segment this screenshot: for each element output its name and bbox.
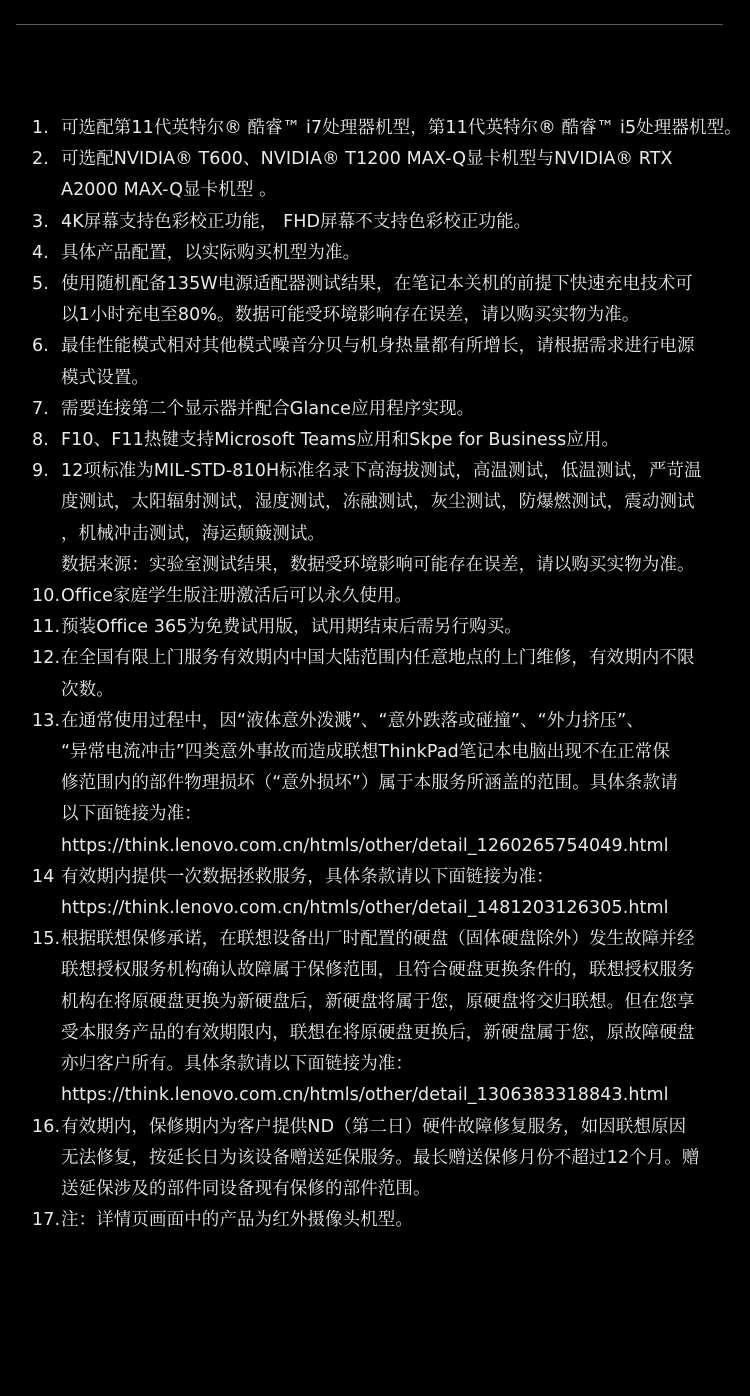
footnote-item <box>32 706 732 862</box>
footnote-item <box>32 425 732 456</box>
footnote-text <box>61 207 732 238</box>
footnote-number: 5. <box>32 274 49 295</box>
footnote-line: 最佳性能模式相对其他模式噪音分贝与机身热量都有所增长，请根据需求进行电源 <box>61 336 695 357</box>
footnote-item <box>32 113 742 144</box>
footnote-line: 注：详情页画面中的产品为红外摄像头机型。 <box>61 1210 413 1231</box>
footnote-line: 预装Office 365为免费试用版，试用期结束后需另行购买。 <box>61 617 522 638</box>
footnote-line: Office家庭学生版注册激活后可以永久使用。 <box>61 586 413 607</box>
footnote-line: 受本服务产品的有效期限内，联想在将原硬盘更换后，新硬盘属于您，原故障硬盘 <box>61 1022 695 1043</box>
footnote-item <box>32 862 732 924</box>
footnote-line: 无法修复，按延长日为该设备赠送延保服务。最长赠送保修月份不超过12个月。赠 <box>61 1147 700 1168</box>
footnote-number: 11. <box>32 617 61 638</box>
footnote-number: 12. <box>32 648 61 669</box>
footnote-line: 在通常使用过程中，因“液体意外泼溅”、“意外跌落或碰撞”、“外力挤压”、 <box>61 710 644 731</box>
footnote-line: 可选配第11代英特尔® 酷睿™ i7处理器机型，第11代英特尔® 酷睿™ i5处理器机型。 <box>61 118 742 138</box>
footnote-text <box>61 643 732 705</box>
footnote-number: 6. <box>32 336 49 357</box>
footnote-line: 根据联想保修承诺，在联想设备出厂时配置的硬盘（固体硬盘除外）发生故障并经 <box>61 929 695 950</box>
footnote-text <box>61 394 732 425</box>
footnote-line: 模式设置。 <box>61 367 149 388</box>
footnote-text <box>61 706 732 862</box>
footnote-number: 10. <box>32 586 61 607</box>
footnote-line: 数据来源：实验室测试结果，数据受环境影响可能存在误差，请以购买实物为准。 <box>61 554 695 575</box>
footnote-line: 使用随机配备135W电源适配器测试结果，在笔记本关机的前提下快速充电技术可 <box>61 274 693 295</box>
footnote-line: 具体产品配置，以实际购买机型为准。 <box>61 242 361 263</box>
footnote-line: 度测试，太阳辐射测试，湿度测试，冻融测试，灰尘测试，防爆燃测试，震动测试 <box>61 492 695 513</box>
footnote-line: 有效期内提供一次数据拯救服务，具体条款请以下面链接为准： <box>61 866 554 887</box>
footnote-line: 联想授权服务机构确认故障属于保修范围，且符合硬盘更换条件的，联想授权服务 <box>61 960 695 981</box>
footnote-link-text: https://think.lenovo.com.cn/htmls/other/detail_1260265754049.html <box>61 835 669 856</box>
footnote-item <box>32 456 732 581</box>
footnote-line: 修范围内的部件物理损坏（“意外损坏”）属于本服务所涵盖的范围。具体条款请 <box>61 773 678 794</box>
footnote-line: 可选配NVIDIA® T600、NVIDIA® T1200 MAX-Q显卡机型与NVIDIA® RTX <box>61 149 673 170</box>
footnote-link-text: https://think.lenovo.com.cn/htmls/other/detail_1306383318843.html <box>61 1085 669 1106</box>
footnote-text <box>61 862 732 924</box>
footnote-line: 亦归客户所有。具体条款请以下面链接为准： <box>61 1054 413 1075</box>
footnote-item <box>32 207 732 238</box>
footnote-line: ，机械冲击测试，海运颠簸测试。 <box>61 523 325 544</box>
footnote-item <box>32 581 732 612</box>
footnote-number: 15. <box>32 929 61 950</box>
top-divider <box>16 24 723 25</box>
footnote-text <box>61 425 732 456</box>
footnote-line: 次数。 <box>61 679 114 700</box>
footnote-link-text: https://think.lenovo.com.cn/htmls/other/detail_1481203126305.html <box>61 898 669 919</box>
footnote-line: 以1小时充电至80%。数据可能受环境影响存在误差，请以购买实物为准。 <box>61 305 640 326</box>
footnote-number: 2. <box>32 149 49 170</box>
footnote-line: 需要连接第二个显示器并配合Glance应用程序实现。 <box>61 398 475 419</box>
footnote-item <box>32 612 732 643</box>
footnote-text <box>61 269 732 331</box>
footnote-line: 在全国有限上门服务有效期内中国大陆范围内任意地点的上门维修，有效期内不限 <box>61 648 695 669</box>
footnote-number: 1. <box>32 118 49 138</box>
footnote-text <box>61 1112 732 1206</box>
footnote-text <box>61 1205 732 1236</box>
footnote-item <box>32 643 732 705</box>
footnote-text <box>61 331 732 393</box>
footnote-text <box>61 144 732 206</box>
footnote-number: 17. <box>32 1210 61 1231</box>
footnote-line: 4K屏幕支持色彩校正功能， FHD屏幕不支持色彩校正功能。 <box>61 211 532 232</box>
footnote-number: 14 <box>32 866 55 887</box>
footnote-number: 9. <box>32 461 49 482</box>
footnote-line: F10、F11热键支持Microsoft Teams应用和Skpe for Business应用。 <box>61 430 620 451</box>
footnote-line: 送延保涉及的部件同设备现有保修的部件范围。 <box>61 1178 431 1199</box>
footnote-text <box>61 612 732 643</box>
footnote-line: 以下面链接为准： <box>61 804 202 825</box>
footnote-line: A2000 MAX-Q显卡机型 。 <box>61 180 277 201</box>
footnote-line: “异常电流冲击”四类意外事故而造成联想ThinkPad笔记本电脑出现不在正常保 <box>61 742 670 763</box>
footnote-number: 4. <box>32 242 49 263</box>
footnote-number: 16. <box>32 1116 61 1137</box>
footnote-text <box>61 113 742 144</box>
footnote-item <box>32 1112 732 1206</box>
footnote-number: 7. <box>32 398 49 419</box>
footnote-text <box>61 238 732 269</box>
footnote-line: 12项标准为MIL-STD-810H标准名录下高海拔测试，高温测试，低温测试，严苛温 <box>61 461 702 482</box>
footnote-text <box>61 581 732 612</box>
footnote-item <box>32 1205 732 1236</box>
footnote-list <box>32 113 742 1236</box>
footnote-item <box>32 144 732 206</box>
footnote-item <box>32 238 732 269</box>
footnote-number: 3. <box>32 211 49 232</box>
footnote-item <box>32 924 732 1111</box>
footnote-item <box>32 331 732 393</box>
footnote-item <box>32 269 732 331</box>
footnote-line: 机构在将原硬盘更换为新硬盘后，新硬盘将属于您，原硬盘将交归联想。但在您享 <box>61 991 695 1012</box>
footnote-item <box>32 394 732 425</box>
footnote-line: 有效期内，保修期内为客户提供ND（第二日）硬件故障修复服务，如因联想原因 <box>61 1116 687 1137</box>
footnote-number: 8. <box>32 430 49 451</box>
footnote-number: 13. <box>32 710 61 731</box>
footnote-text <box>61 456 732 581</box>
footnote-text <box>61 924 732 1111</box>
